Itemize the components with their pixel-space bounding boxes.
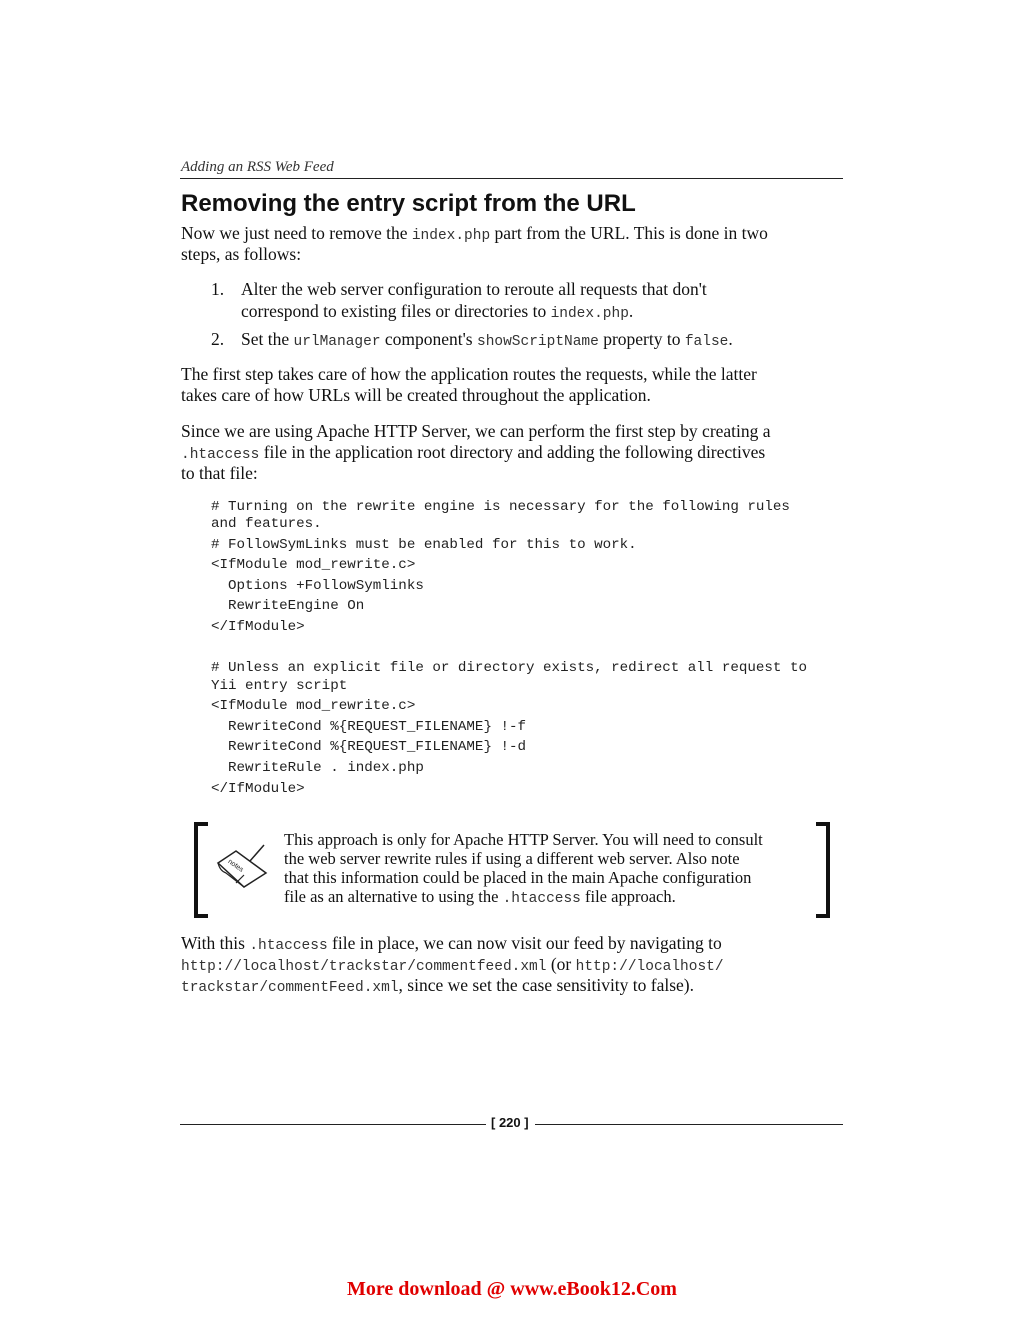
code-line: <IfModule mod_rewrite.c> — [211, 698, 416, 714]
code-line: </IfModule> — [211, 619, 305, 635]
text: , since we set the case sensitivity to false). — [398, 975, 695, 995]
footer-rule-left — [180, 1124, 486, 1125]
para2-line-1: The first step takes care of how the application routes the requests, while the latter — [181, 364, 757, 384]
inline-code: .htaccess — [181, 447, 260, 463]
code-line: <IfModule mod_rewrite.c> — [211, 557, 416, 573]
running-head: Adding an RSS Web Feed — [181, 159, 334, 175]
text: file in place, we can now visit our feed by navigating to — [327, 933, 722, 953]
inline-code: showScriptName — [477, 334, 599, 350]
code-line: RewriteRule . index.php — [211, 760, 424, 776]
section-heading: Removing the entry script from the URL — [181, 190, 636, 217]
code-line: RewriteEngine On — [211, 598, 365, 614]
code-line: # Unless an explicit file or directory exists, redirect all request to — [211, 660, 807, 676]
text: file approach. — [580, 887, 676, 906]
inline-code: .htaccess — [502, 891, 581, 907]
para3-line-2 — [181, 442, 765, 466]
text: With this — [181, 933, 250, 953]
code-line: Options +FollowSymlinks — [211, 578, 424, 594]
text: part from the URL. This is done in two — [490, 223, 768, 243]
text: (or — [546, 954, 576, 974]
inline-code: index.php — [411, 228, 491, 244]
note-line — [284, 886, 676, 910]
text: file as an alternative to using the — [284, 887, 503, 906]
code-line: </IfModule> — [211, 781, 305, 797]
text: . — [728, 329, 733, 349]
note-line: the web server rewrite rules if using a different web server. Also note — [284, 849, 740, 868]
step-2 — [241, 329, 733, 353]
step-number: 2. — [211, 329, 225, 349]
promo-link[interactable]: More download @ www.eBook12.Com — [347, 1278, 677, 1300]
inline-code: index.php — [550, 306, 629, 322]
url-text: http://localhost/ — [575, 959, 724, 975]
step-1-line-2 — [241, 301, 633, 325]
code-line: and features. — [211, 516, 322, 532]
footer-rule-right — [535, 1124, 843, 1125]
right-bracket — [816, 822, 830, 918]
code-line: # FollowSymLinks must be enabled for this to work. — [211, 537, 637, 553]
step-number: 1. — [211, 279, 225, 299]
inline-code: urlManager — [293, 334, 381, 350]
para4-line-3 — [181, 975, 694, 999]
code-line: RewriteCond %{REQUEST_FILENAME} !-f — [211, 719, 527, 735]
text: file in the application root directory and adding the following directives — [259, 442, 766, 462]
url-text: http://localhost/trackstar/commentfeed.xml — [181, 959, 547, 975]
text: property to — [598, 329, 685, 349]
inline-code: .htaccess — [249, 938, 328, 954]
text: component's — [380, 329, 477, 349]
code-line: RewriteCond %{REQUEST_FILENAME} !-d — [211, 739, 527, 755]
left-bracket — [194, 822, 208, 918]
step-1-line-1: Alter the web server configuration to reroute all requests that don't — [241, 279, 707, 299]
code-line: Yii entry script — [211, 678, 348, 694]
text: Now we just need to remove the — [181, 223, 412, 243]
url-text: trackstar/commentFeed.xml — [181, 980, 399, 996]
svg-text:notes: notes — [226, 858, 245, 874]
text: correspond to existing files or directories to — [241, 301, 551, 321]
para3-line-3: to that file: — [181, 463, 258, 483]
para3-line-1: Since we are using Apache HTTP Server, we can perform the first step by creating a — [181, 421, 771, 441]
text: . — [628, 301, 634, 321]
page-number: [ 220 ] — [491, 1115, 529, 1130]
intro-line-2: steps, as follows: — [181, 244, 302, 264]
inline-code: false — [684, 334, 729, 350]
notes-icon — [214, 843, 270, 889]
note-line: that this information could be placed in the main Apache configuration — [284, 868, 752, 887]
code-line: # Turning on the rewrite engine is necessary for the following rules — [211, 499, 790, 515]
header-rule — [180, 178, 843, 179]
note-line: This approach is only for Apache HTTP Server. You will need to consult — [284, 830, 763, 849]
text: Set the — [241, 329, 294, 349]
para2-line-2: takes care of how URLs will be created throughout the application. — [181, 385, 651, 405]
